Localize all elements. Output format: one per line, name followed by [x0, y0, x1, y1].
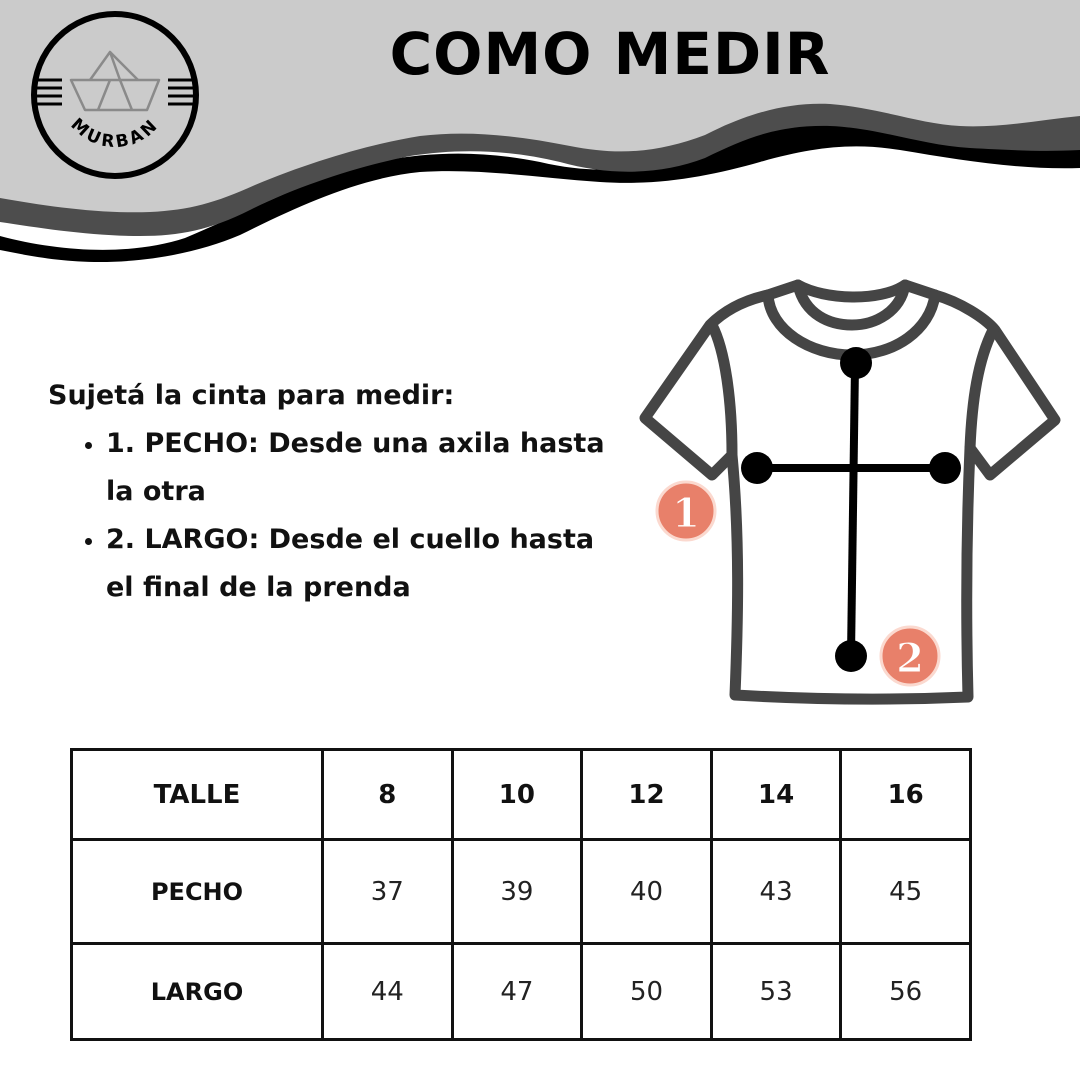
table-cell: 56	[841, 944, 971, 1040]
marker-2-label: 2	[896, 635, 924, 682]
instruction-item-pecho: • 1. PECHO: Desde una axila hasta la otra	[106, 420, 608, 516]
table-header-size: 10	[452, 750, 582, 840]
marker-1-badge	[657, 482, 715, 540]
table-cell: 37	[323, 840, 453, 944]
table-header-label: TALLE	[72, 750, 323, 840]
table-cell: 40	[582, 840, 712, 944]
marker-2-badge	[881, 627, 939, 685]
table-header-size: 8	[323, 750, 453, 840]
measure-lines	[757, 365, 945, 655]
page-title: COMO MEDIR	[389, 20, 831, 88]
size-chart-table	[70, 748, 972, 1041]
length-measure-line	[851, 365, 855, 655]
instructions-list	[48, 420, 608, 612]
table-cell: 53	[711, 944, 841, 1040]
table-cell: 45	[841, 840, 971, 944]
instructions-intro: Sujetá la cinta para medir:	[48, 380, 455, 411]
logo-lines	[36, 80, 194, 104]
table-header-size: 12	[582, 750, 712, 840]
tshirt-diagram	[630, 270, 1070, 720]
table-row-pecho	[72, 840, 971, 944]
table-header-row	[72, 750, 971, 840]
instruction-item-largo: • 2. LARGO: Desde el cuello hasta el final de la prenda	[106, 516, 608, 612]
brand-logo	[28, 8, 202, 182]
table-cell: 47	[452, 944, 582, 1040]
table-row-label: PECHO	[72, 840, 323, 944]
brand-name: MURBAN	[66, 114, 164, 153]
table-cell: 39	[452, 840, 582, 944]
table-cell: 50	[582, 944, 712, 1040]
table-row-largo	[72, 944, 971, 1040]
paper-boat-icon	[71, 52, 159, 110]
table-header-size: 14	[711, 750, 841, 840]
table-cell: 43	[711, 840, 841, 944]
marker-1-label: 1	[672, 490, 700, 537]
table-header-size: 16	[841, 750, 971, 840]
table-cell: 44	[323, 944, 453, 1040]
instructions-block	[48, 372, 608, 612]
table-row-label: LARGO	[72, 944, 323, 1040]
